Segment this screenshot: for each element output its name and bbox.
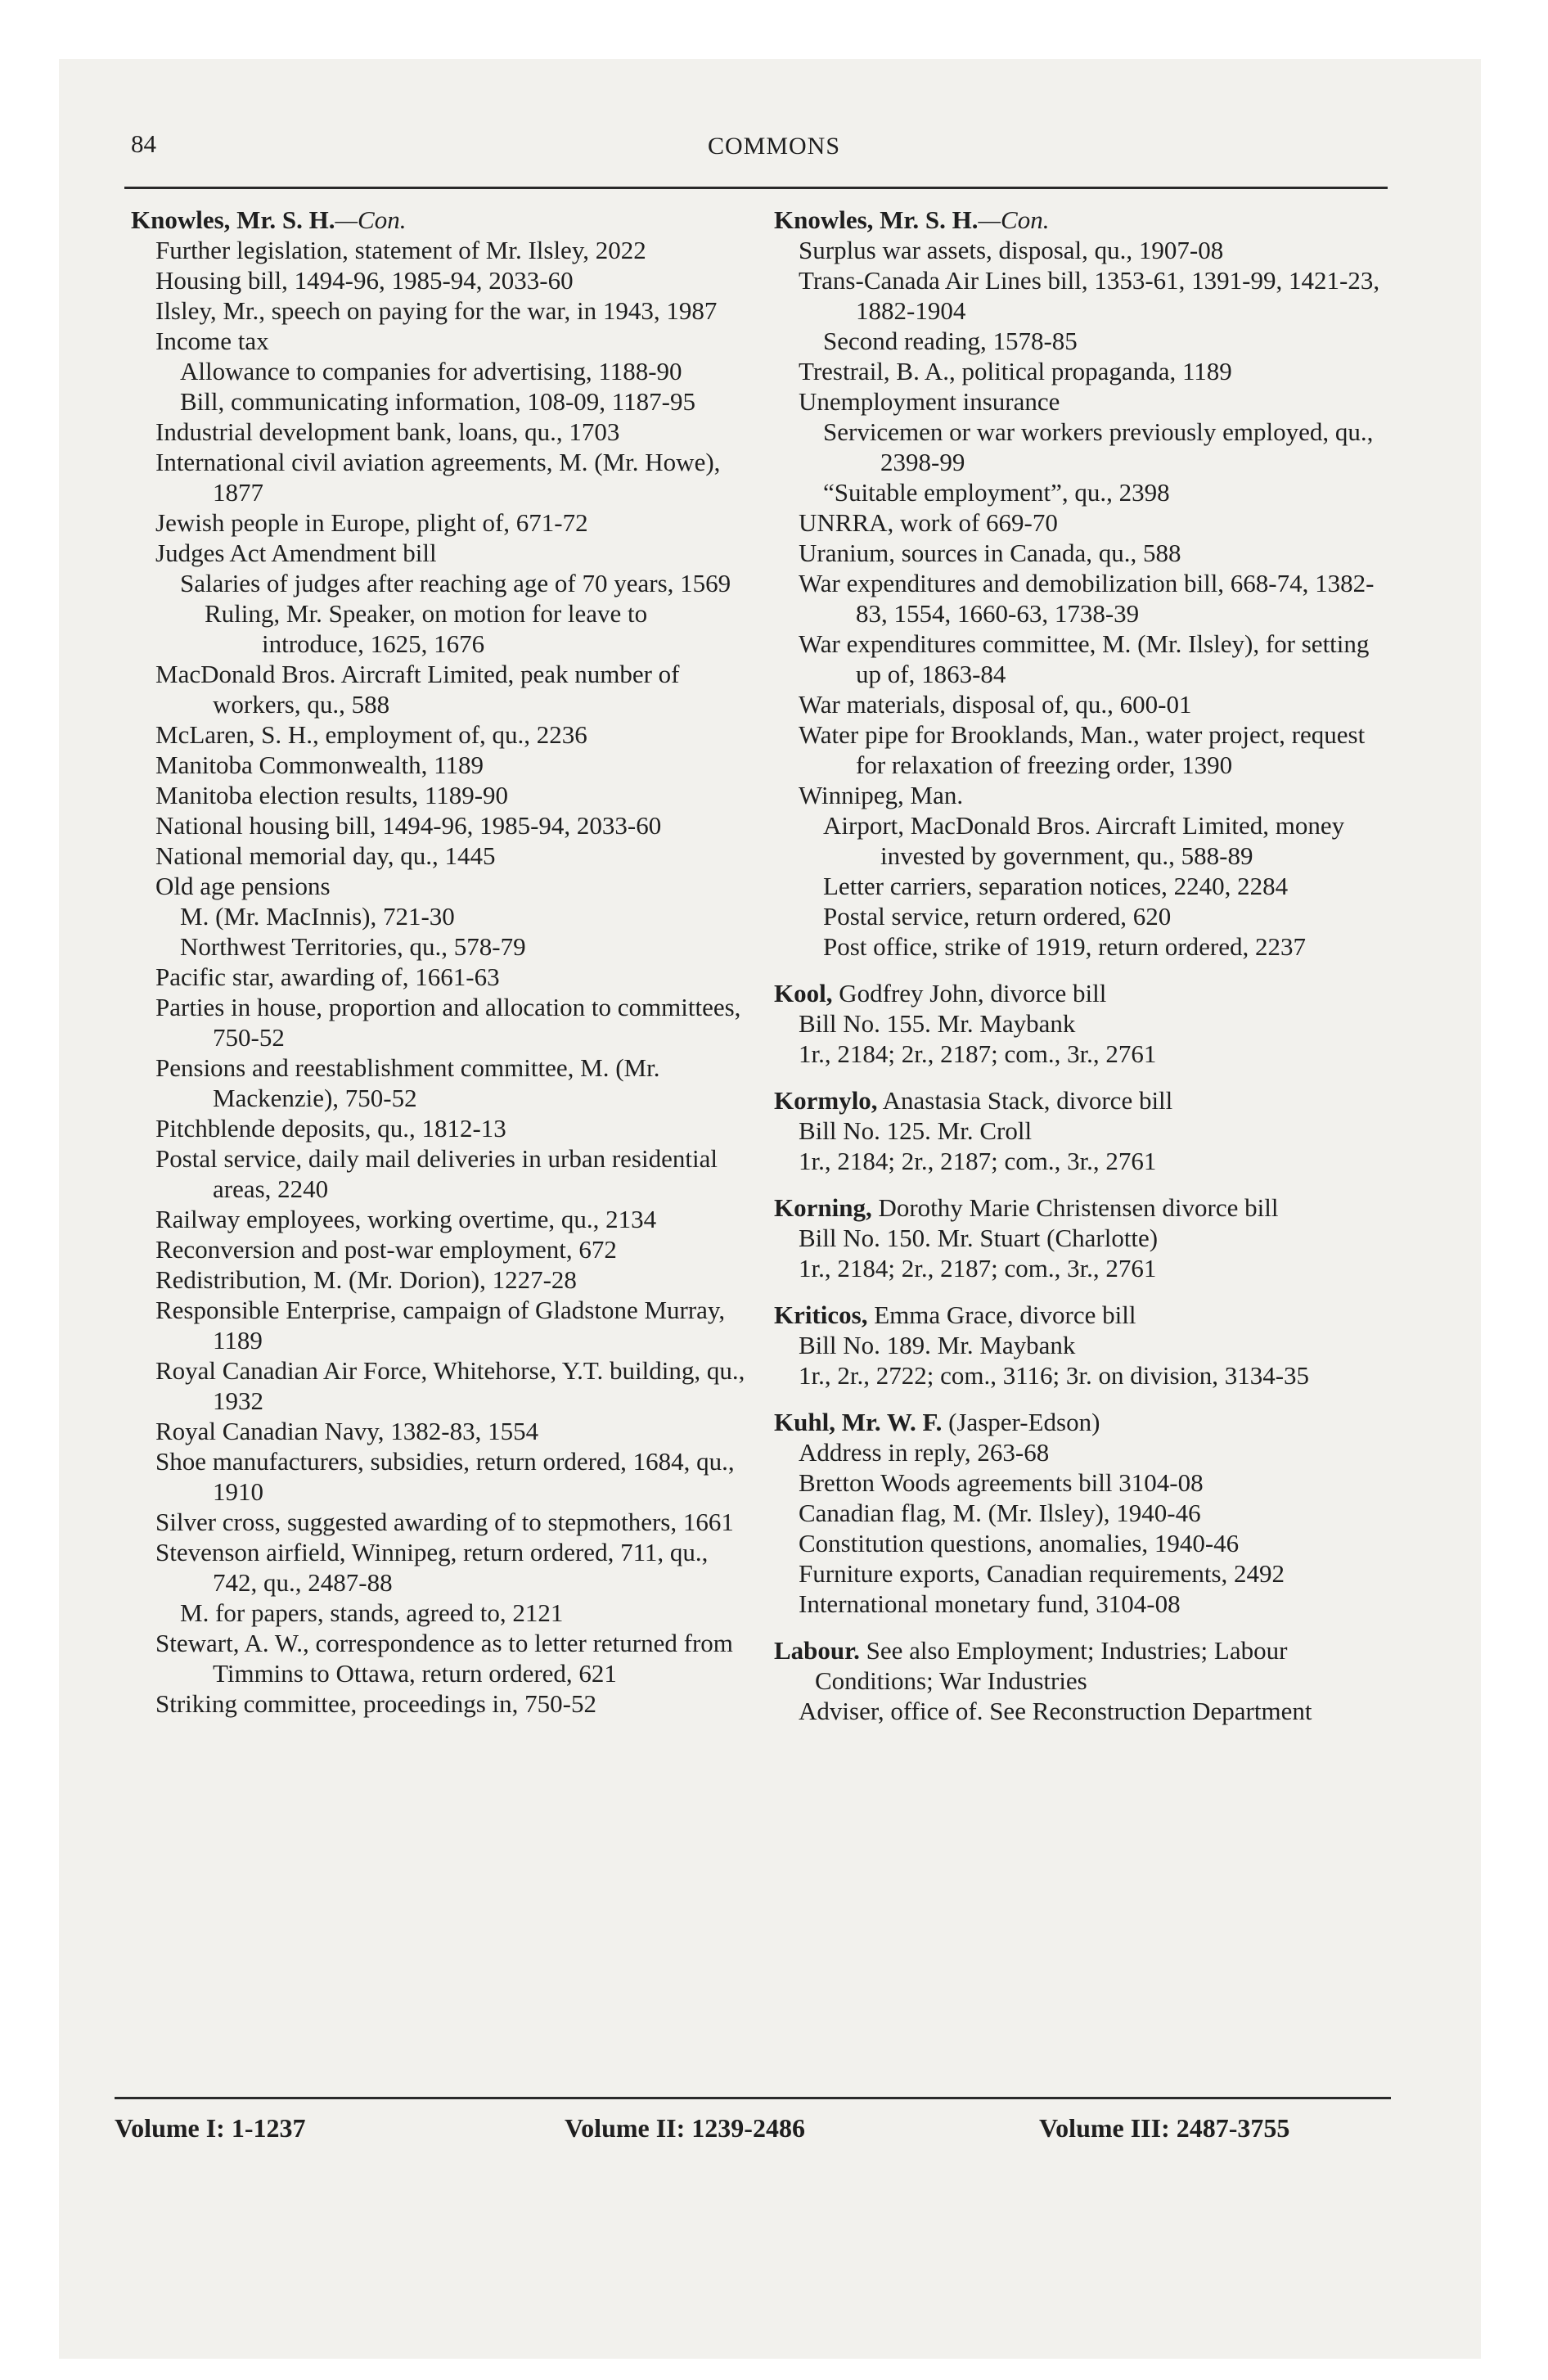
- footer-rule: [115, 2097, 1391, 2099]
- index-subentry: Bretton Woods agreements bill 3104-08: [799, 1468, 1204, 1497]
- index-subentry: Manitoba Commonwealth, 1189: [155, 751, 484, 779]
- index-subentry: Responsible Enterprise, campaign of Gladstone Murray, 1189: [155, 1296, 726, 1355]
- index-subentry: M. (Mr. MacInnis), 721-30: [180, 902, 455, 931]
- entry-name: Kormylo,: [774, 1086, 878, 1115]
- index-subentry: Airport, MacDonald Bros. Aircraft Limited, money invested by government, qu., 588-89: [823, 811, 1345, 870]
- index-subentry: Bill No. 189. Mr. Maybank: [799, 1331, 1076, 1359]
- footer-volume-2: Volume II: 1239-2486: [565, 2113, 805, 2143]
- entry-heading: [774, 1192, 1396, 1223]
- index-subentry: UNRRA, work of 669-70: [799, 508, 1058, 537]
- index-subentry: McLaren, S. H., employment of, qu., 2236: [155, 720, 587, 749]
- entry-name: Kriticos,: [774, 1300, 868, 1329]
- index-subentry: Furniture exports, Canadian requirements, 2492: [799, 1559, 1285, 1588]
- index-subentry: 1r., 2r., 2722; com., 3116; 3r. on division, 3134-35: [799, 1361, 1310, 1390]
- index-subentry: MacDonald Bros. Aircraft Limited, peak number of workers, qu., 588: [155, 660, 680, 719]
- entry-description: (Jasper-Edson): [942, 1408, 1100, 1436]
- entry-heading: [774, 978, 1396, 1008]
- index-subentry: Redistribution, M. (Mr. Dorion), 1227-28: [155, 1265, 577, 1294]
- index-subentry: Shoe manufacturers, subsidies, return ordered, 1684, qu., 1910: [155, 1447, 735, 1506]
- entry-description: Emma Grace, divorce bill: [867, 1300, 1136, 1329]
- index-subentry: Ruling, Mr. Speaker, on motion for leave to introduce, 1625, 1676: [205, 599, 648, 658]
- index-subentry: Further legislation, statement of Mr. Ilsley, 2022: [155, 236, 646, 264]
- index-subentry: Trans-Canada Air Lines bill, 1353-61, 1391-99, 1421-23, 1882-1904: [799, 266, 1380, 325]
- index-entry: [774, 1085, 1396, 1176]
- index-subentry: Postal service, daily mail deliveries in urban residential areas, 2240: [155, 1144, 718, 1203]
- index-subentry: Pensions and reestablishment committee, M. (Mr. Mackenzie), 750-52: [155, 1053, 660, 1112]
- entry-description: Godfrey John, divorce bill: [832, 979, 1107, 1007]
- index-entry: [774, 978, 1396, 1069]
- index-entry: [774, 1192, 1396, 1283]
- index-subentry: Winnipeg, Man.: [799, 781, 964, 809]
- index-entry: [774, 1635, 1396, 1726]
- index-subentry: National memorial day, qu., 1445: [155, 841, 496, 870]
- index-subentry: Royal Canadian Navy, 1382-83, 1554: [155, 1417, 539, 1445]
- index-subentry: National housing bill, 1494-96, 1985-94, 2033-60: [155, 811, 662, 840]
- entry-name: Knowles, Mr. S. H.: [774, 205, 979, 234]
- index-subentry: Pacific star, awarding of, 1661-63: [155, 962, 500, 991]
- index-subentry: Water pipe for Brooklands, Man., water project, request for relaxation of freezing order, 1390: [799, 720, 1366, 779]
- index-subentry: Unemployment insurance: [799, 387, 1060, 416]
- index-subentry: 1r., 2184; 2r., 2187; com., 3r., 2761: [799, 1254, 1157, 1282]
- index-subentry: Railway employees, working overtime, qu., 2134: [155, 1205, 657, 1233]
- index-subentry: Bill, communicating information, 108-09, 1187-95: [180, 387, 695, 416]
- page-number: 84: [131, 129, 156, 158]
- index-subentry: Salaries of judges after reaching age of 70 years, 1569: [180, 569, 731, 597]
- index-subentry: Royal Canadian Air Force, Whitehorse, Y.T. building, qu., 1932: [155, 1356, 745, 1415]
- header-rule: [124, 187, 1388, 189]
- entry-name: Kool,: [774, 979, 833, 1007]
- index-subentry: Income tax: [155, 327, 269, 355]
- index-entry: [131, 205, 753, 1719]
- index-subentry: M. for papers, stands, agreed to, 2121: [180, 1598, 564, 1627]
- index-subentry: “Suitable employment”, qu., 2398: [823, 478, 1170, 507]
- index-entry: [774, 205, 1396, 962]
- index-subentry: Adviser, office of. See Reconstruction Department: [799, 1697, 1312, 1725]
- index-subentry: Postal service, return ordered, 620: [823, 902, 1172, 931]
- index-subentry: Old age pensions: [155, 872, 331, 900]
- index-subentry: Northwest Territories, qu., 578-79: [180, 932, 526, 961]
- index-subentry: Stevenson airfield, Winnipeg, return ordered, 711, qu., 742, qu., 2487-88: [155, 1538, 709, 1597]
- entry-name: Kuhl, Mr. W. F.: [774, 1408, 943, 1436]
- index-subentry: Stewart, A. W., correspondence as to letter returned from Timmins to Ottawa, return ordered, 621: [155, 1629, 733, 1688]
- entry-heading: [774, 1635, 1396, 1696]
- index-subentry: Second reading, 1578-85: [823, 327, 1078, 355]
- entry-heading: [131, 205, 753, 235]
- index-subentry: Jewish people in Europe, plight of, 671-72: [155, 508, 588, 537]
- running-head: COMMONS: [707, 133, 841, 160]
- entry-name: Korning,: [774, 1193, 872, 1222]
- index-subentry: Bill No. 155. Mr. Maybank: [799, 1009, 1076, 1038]
- index-subentry: Pitchblende deposits, qu., 1812-13: [155, 1114, 506, 1143]
- index-subentry: Canadian flag, M. (Mr. Ilsley), 1940-46: [799, 1499, 1201, 1527]
- entry-description: —Con.: [978, 205, 1050, 234]
- entry-name: Knowles, Mr. S. H.: [131, 205, 335, 234]
- index-subentry: Reconversion and post-war employment, 672: [155, 1235, 617, 1264]
- footer-volume-1: Volume I: 1-1237: [115, 2113, 306, 2143]
- index-subentry: 1r., 2184; 2r., 2187; com., 3r., 2761: [799, 1147, 1157, 1175]
- index-subentry: Letter carriers, separation notices, 2240, 2284: [823, 872, 1289, 900]
- index-subentry: Allowance to companies for advertising, 1188-90: [180, 357, 682, 385]
- entry-description: See also Employment; Industries; Labour Conditions; War Industries: [815, 1636, 1288, 1695]
- index-subentry: Parties in house, proportion and allocation to committees, 750-52: [155, 993, 741, 1052]
- index-subentry: Judges Act Amendment bill: [155, 539, 437, 567]
- entry-items: [131, 235, 753, 1719]
- entry-heading: [774, 205, 1396, 235]
- entry-heading: [774, 1085, 1396, 1116]
- entry-description: Anastasia Stack, divorce bill: [877, 1086, 1173, 1115]
- index-subentry: Manitoba election results, 1189-90: [155, 781, 509, 809]
- right-column: [774, 205, 1396, 1726]
- index-subentry: Housing bill, 1494-96, 1985-94, 2033-60: [155, 266, 574, 295]
- entry-heading: [774, 1300, 1396, 1330]
- index-subentry: Silver cross, suggested awarding of to stepmothers, 1661: [155, 1508, 734, 1536]
- entry-heading: [774, 1407, 1396, 1437]
- index-subentry: Address in reply, 263-68: [799, 1438, 1050, 1467]
- index-subentry: Uranium, sources in Canada, qu., 588: [799, 539, 1181, 567]
- index-subentry: Bill No. 150. Mr. Stuart (Charlotte): [799, 1224, 1159, 1252]
- entry-continued: —Con.: [335, 205, 407, 234]
- index-subentry: 1r., 2184; 2r., 2187; com., 3r., 2761: [799, 1039, 1157, 1068]
- index-subentry: Surplus war assets, disposal, qu., 1907-08: [799, 236, 1224, 264]
- index-subentry: Bill No. 125. Mr. Croll: [799, 1116, 1033, 1145]
- index-subentry: International monetary fund, 3104-08: [799, 1589, 1181, 1618]
- index-entry: [774, 1300, 1396, 1391]
- footer-volume-3: Volume III: 2487-3755: [1039, 2113, 1290, 2143]
- entry-name: Labour.: [774, 1636, 860, 1665]
- index-subentry: Striking committee, proceedings in, 750-52: [155, 1689, 596, 1718]
- entry-description: Dorothy Marie Christensen divorce bill: [871, 1193, 1279, 1222]
- index-subentry: Post office, strike of 1919, return ordered, 2237: [823, 932, 1307, 961]
- index-subentry: War expenditures and demobilization bill, 668-74, 1382-83, 1554, 1660-63, 1738-39: [799, 569, 1375, 628]
- index-subentry: War expenditures committee, M. (Mr. Ilsley), for setting up of, 1863-84: [799, 629, 1370, 688]
- index-subentry: Ilsley, Mr., speech on paying for the war, in 1943, 1987: [155, 296, 718, 325]
- left-column: [131, 205, 753, 1719]
- index-subentry: Constitution questions, anomalies, 1940-46: [799, 1529, 1240, 1557]
- index-subentry: International civil aviation agreements, M. (Mr. Howe), 1877: [155, 448, 721, 507]
- index-subentry: Industrial development bank, loans, qu., 1703: [155, 417, 620, 446]
- index-subentry: War materials, disposal of, qu., 600-01: [799, 690, 1192, 719]
- index-subentry: Trestrail, B. A., political propaganda, 1189: [799, 357, 1232, 385]
- index-entry: [774, 1407, 1396, 1619]
- index-subentry: Servicemen or war workers previously employed, qu., 2398-99: [823, 417, 1374, 476]
